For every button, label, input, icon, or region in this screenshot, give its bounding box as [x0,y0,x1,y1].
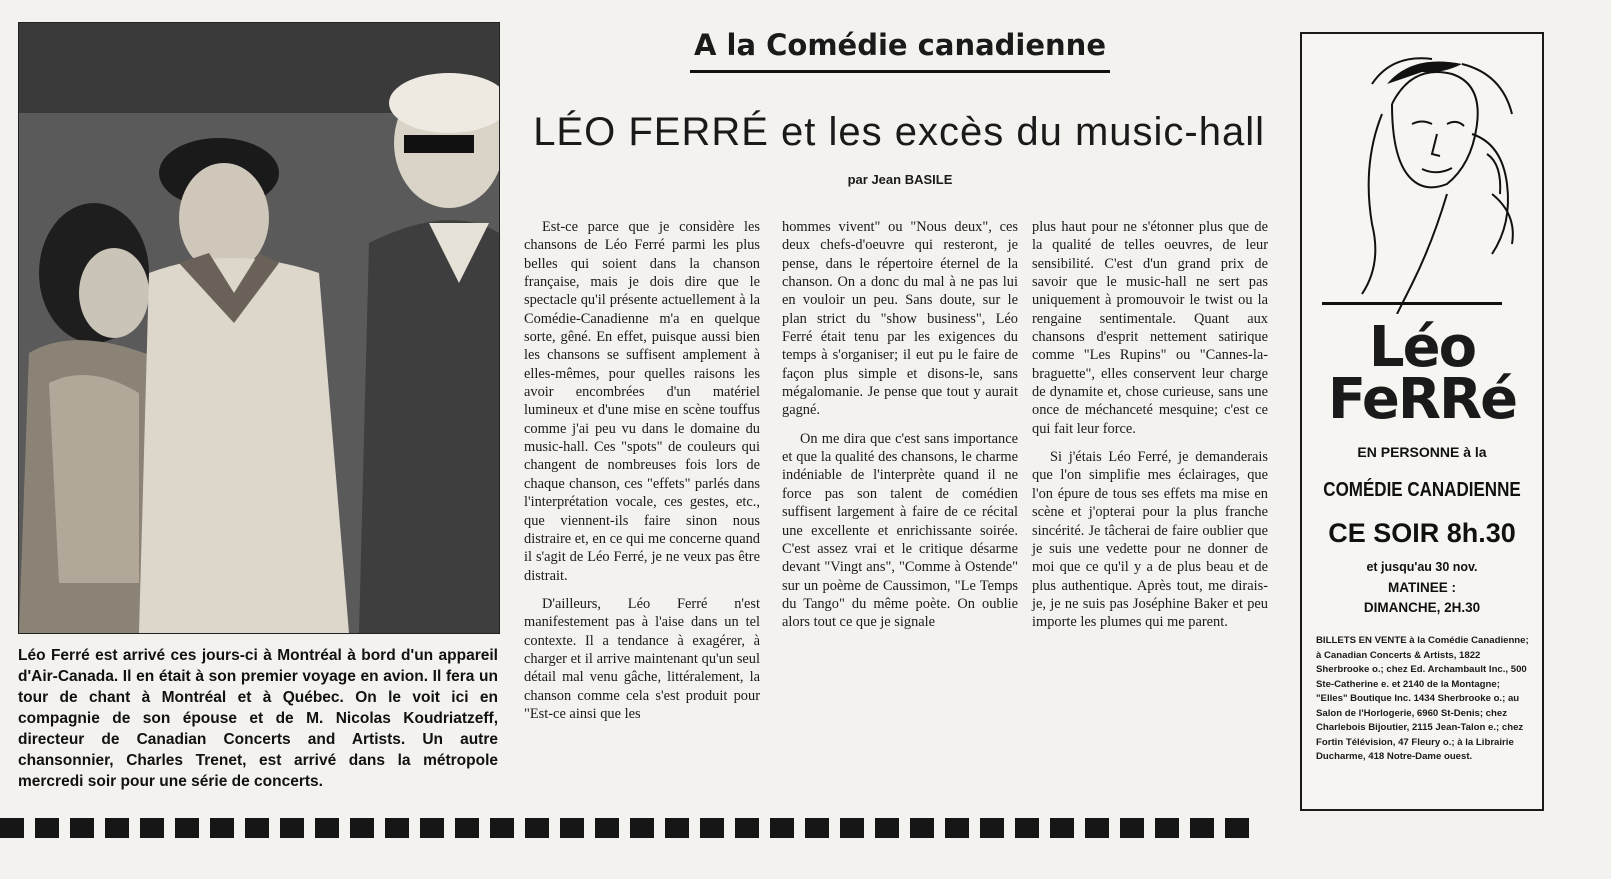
article-column-3 [1032,218,1268,642]
paragraph: plus haut pour ne s'étonner plus que de la qualité de telles oeuvres, de leur sensibilité. C'est d'un grand prix de savoir que le music-hall ne sert pas uniquement à promouvoir le twist ou la rengaine sentimentale. Quant aux chansons d'esprit nettement satirique comme "Les Rupins" ou "Cannes-la-braguette", elles conservent leur charge de dynamite et, chose curieuse, sans une once de méchanceté mesquine; c'est ce qui fait leur force. [1032,219,1268,437]
news-photo [18,22,500,634]
paragraph: Est-ce parce que je considère les chansons de Léo Ferré parmi les plus belles qui soient dans la chanson française, mais je dois dire que le spectacle qu'il présente actuellement à la Comédie-Canadienne m'a en quelque sorte, gêné. En effet, puisque aussi bien les chansons se suffisent amplement à elles-mêmes, pour quelles raisons les avoir encombrées d'un matériel lumineux et d'une mise en scène touffus comme j'ai peu vu dans le domaine du music-hall. Ces "spots" de couleurs qui changent de nombreuses fois lors de chaque chanson, ces "effets" parlés dans l'interprétation vocale, ces gestes, etc., que viennent-ils faire sinon nous distraire et, en ce qui me concerne quand il s'agit de Léo Ferré, je ne veux pas être distrait. [524,219,760,584]
ad-name-line-1: Léo [1368,315,1476,380]
ad-matinee-label: MATINEE : [1388,580,1456,595]
rule-block [280,818,304,838]
article-headline: LÉO FERRÉ et les excès du music-hall [533,110,1265,154]
rule-block [0,818,24,838]
rule-block [455,818,479,838]
rule-block [490,818,514,838]
rule-block [1015,818,1039,838]
rule-block [630,818,654,838]
rule-block [420,818,444,838]
rule-block [175,818,199,838]
portrait-sketch [1352,44,1532,314]
rule-block [1050,818,1074,838]
paragraph: hommes vivent" ou "Nous deux", ces deux chefs-d'oeuvre qui resteront, je pense, dans le répertoire éternel de la chanson. On a donc du mal à ne pas lui en vouloir un peu. Sans doute, sur le plan strict du "show business", Léo Ferré était tenu par les exigences du temps à s'organiser; il eut pu le faire de façon plus simple et disons-le, sans mégalomanie. Je pense que tout y aurait gagné. [782,219,1018,419]
concert-advertisement [1300,32,1544,811]
ad-venue: COMÉDIE CANADIENNE [1323,479,1521,501]
rule-block [770,818,794,838]
article-kicker: A la Comédie canadienne [690,22,1110,73]
ad-showtime: CE SOIR 8h.30 [1328,518,1516,548]
rule-block [560,818,584,838]
photo-illustration [19,23,499,633]
rule-block [385,818,409,838]
block-rule [0,818,1270,838]
rule-block [245,818,269,838]
rule-block [945,818,969,838]
ad-until-date: et jusqu'au 30 nov. [1366,560,1478,574]
rule-block [315,818,339,838]
rule-block [595,818,619,838]
rule-block [1225,818,1249,838]
rule-block [700,818,724,838]
paragraph: D'ailleurs, Léo Ferré n'est manifestement pas à l'aise dans un tel contexte. Il a tendance à exagérer, à charger et il arrive maintenant qu'un seul détail mal venu gâche, littéralement, la chanson comme cela s'est produit pour "Est-ce ainsi que les [524,595,760,722]
ad-name-line-2: FeRRé [1327,367,1517,432]
rule-block [980,818,1004,838]
rule-block [70,818,94,838]
ad-artist-name [1302,315,1542,432]
rule-block [140,818,164,838]
rule-block [1085,818,1109,838]
rule-block [840,818,864,838]
ad-divider [1322,302,1502,305]
rule-block [210,818,234,838]
ad-in-person: EN PERSONNE à la [1357,444,1487,460]
ad-matinee-time: DIMANCHE, 2H.30 [1363,600,1481,615]
rule-block [735,818,759,838]
rule-block [805,818,829,838]
ad-ticket-outlets: BILLETS EN VENTE à la Comédie Canadienne; à Canadian Concerts & Artists, 1822 Sherbrooke o.; chez Ed. Archambault Inc., 500 Ste-Catherine e. et 2140 de la Montagne; "Elles" Boutique Inc. 1434 Sherbrooke o.; au Salon de l'Horlogerie, 6960 St-Denis; chez Charlebois Bijoutier, 2115 Jean-Talon e.; chez Fortin Télévision, 47 Fleury o.; à la Librairie Ducharme, 418 Notre-Dame ouest. [1316,635,1529,762]
article-byline: par Jean BASILE [847,172,953,187]
rule-block [1120,818,1144,838]
rule-block [665,818,689,838]
rule-block [1155,818,1179,838]
rule-block [1190,818,1214,838]
article-column-2 [782,218,1018,642]
paragraph: On me dira que c'est sans importance et que la qualité des chansons, le charme indéniable de l'interprète quand il ne force pas son talent de comédien suffisent largement à faire de ce récital une excellente et enrichissante soirée. C'est assez vrai et le critique désarme devant "Vingt ans", "Comme à Ostende" sur un poème de Caussimon, "Le Temps du Tango" du même poète. On oublie alors tout ce que je signale [782,430,1018,631]
rule-block [35,818,59,838]
rule-block [350,818,374,838]
photo-caption: Léo Ferré est arrivé ces jours-ci à Montréal à bord d'un appareil d'Air-Canada. Il en était à son premier voyage en avion. Il fera un tour de chant à Montréal et à Québec. On le voit ici en compagnie de son épouse et de M. Nicolas Koudriatzeff, directeur de Canadian Concerts and Artists. Un autre chansonnier, Charles Trenet, est arrivé dans la métropole mercredi soir pour une série de concerts. [18,647,498,790]
article-column-1 [524,218,760,733]
rule-block [910,818,934,838]
rule-block [875,818,899,838]
rule-block [525,818,549,838]
rule-block [105,818,129,838]
paragraph: Si j'étais Léo Ferré, je demanderais que l'on simplifie mes éclairages, que l'on épure de tous ses effets ma mise en scène et j'opterai pour la plus franche sincérité. Je tâcherai de faire oublier que je suis une vedette pour ne donner de moi que ce qu'il y a de plus beau et de plus authentique. Après tout, me dirais-je, je ne suis pas Joséphine Baker et peu importe les plumes qui me parent. [1032,449,1268,631]
